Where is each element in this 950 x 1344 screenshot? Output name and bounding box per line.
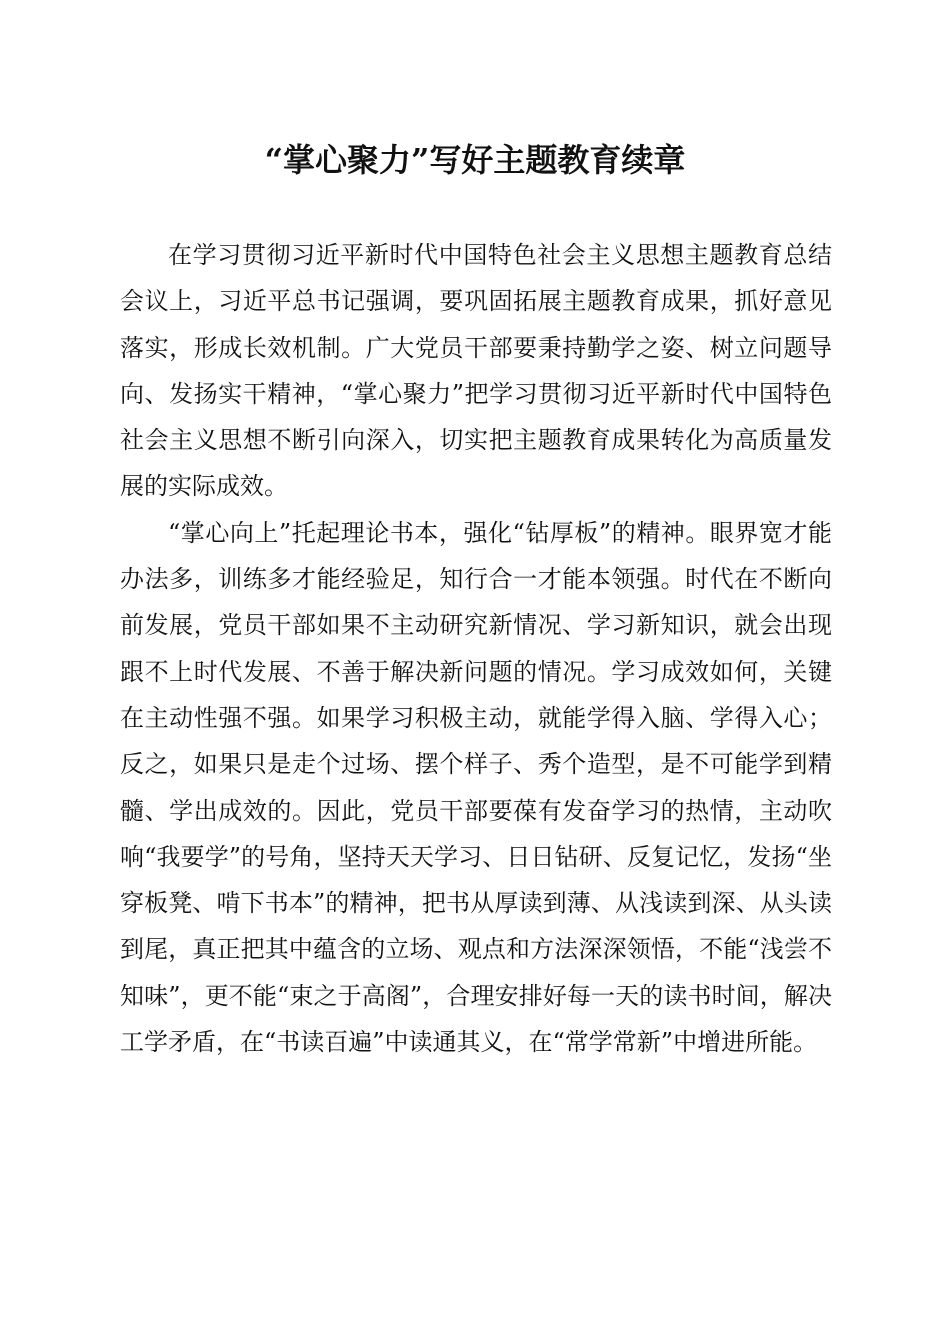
- body-paragraph-1: 在学习贯彻习近平新时代中国特色社会主义思想主题教育总结会议上，习近平总书记强调，要巩固拓展主题教育成果，抓好意见落实，形成长效机制。广大党员干部要秉持勤学之姿、树立问题导向、发扬实干精神，“掌心聚力”把学习贯彻习近平新时代中国特色社会主义思想不断引向深入，切实把主题教育成果转化为高质量发展的实际成效。: [120, 241, 832, 501]
- document-title: “掌心聚力”写好主题教育续章: [264, 141, 686, 179]
- document-body: [120, 232, 832, 1065]
- body-paragraph-2: “掌心向上”托起理论书本，强化“钻厚板”的精神。眼界宽才能办法多，训练多才能经验足，知行合一才能本领强。时代在不断向前发展，党员干部如果不主动研究新情况、学习新知识，就会出现跟不上时代发展、不善于解决新问题的情况。学习成效如何，关键在主动性强不强。如果学习积极主动，就能学得入脑、学得入心；反之，如果只是走个过场、摆个样子、秀个造型，是不可能学到精髓、学出成效的。因此，党员干部要葆有发奋学习的热情，主动吹响“我要学”的号角，坚持天天学习、日日钻研、反复记忆，发扬“坐穿板凳、啃下书本”的精神，把书从厚读到薄、从浅读到深、从头读到尾，真正把其中蕴含的立场、观点和方法深深领悟，不能“浅尝不知味”，更不能“束之于高阁”，合理安排好每一天的读书时间，解决工学矛盾，在“书读百遍”中读通其义，在“常学常新”中增进所能。: [120, 518, 832, 1057]
